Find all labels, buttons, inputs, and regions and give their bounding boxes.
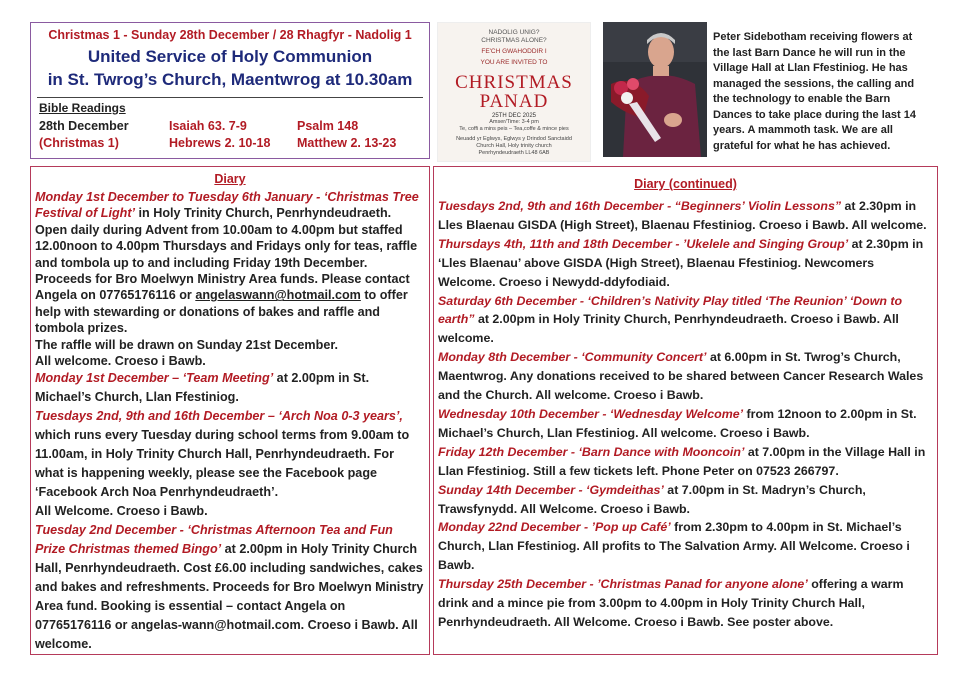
welcome-note: All Welcome. Croeso i Bawb. xyxy=(35,504,208,519)
service-title-line2: in St. Twrog’s Church, Maentwrog at 10.30am xyxy=(47,70,413,89)
poster-postcode: Penrhyndeudraeth LL48 6AB xyxy=(478,150,550,156)
entry-body: offering a warm drink and a mince pie from 3.00pm to 4.00pm in Holy Trinity Church Hall, Penrhyndeudraeth. All Welcome. Croeso i Bawb. See poster above. xyxy=(438,577,904,629)
service-box xyxy=(30,22,430,159)
christmas-panad-poster xyxy=(437,22,591,162)
diary-entries xyxy=(35,189,425,654)
service-title-line1: United Service of Holy Communion xyxy=(87,47,373,66)
diary-entry xyxy=(438,518,933,575)
entry-body: at 2.30pm in ‘Lles Blaenau’ above GISDA (High Street), Blaenau Ffestiniog. Newcomers Welcome. Croeso i Newydd-ddyfodiaid. xyxy=(438,236,924,289)
poster-time: Amser/Time: 3-4 pm xyxy=(489,119,539,125)
reading-1: Hebrews 2. 10-18 xyxy=(169,136,271,150)
diary-entries xyxy=(438,197,933,632)
poster-venue-welsh: Neuadd yr Eglwys, Eglwys y Drindod Sanctaidd xyxy=(456,136,572,142)
raffle-note: The raffle will be drawn on Sunday 21st December. xyxy=(35,337,339,352)
diary-entry xyxy=(438,292,933,349)
entry-heading: Tuesday 2nd December - ‘Christmas Afternoon Tea and Fun Prize Christmas themed Bingo’ xyxy=(35,523,393,557)
entry-body: at 6.00pm in St. Twrog’s Church, Maentwrog. Any donations received to be shared between Cancer Research Wales and the Church. All welcome. Croeso i Bawb. xyxy=(438,350,924,403)
entry-body: at 2.30pm in Lles Blaenau GISDA (High Street), Blaenau Ffestiniog. Croeso i Bawb. All welcome. xyxy=(438,199,927,232)
photo-caption: Peter Sidebotham receiving flowers at the last Barn Dance he will run in the Village Hall at Llan Ffestiniog. He has managed the sessions, the calling and the technology to enable the Barn Dances to take place during the last 14 years. A mammoth task. We are all grateful for what he has achieved. xyxy=(713,31,916,152)
diary-column-2 xyxy=(433,166,938,655)
entry-body: at 2.00pm in St. Michael’s Church, Llan Ffestiniog. xyxy=(35,371,370,405)
entry-heading: Monday 8th December - ‘Community Concert’ xyxy=(438,350,707,365)
entry-heading: Monday 22nd December - ’Pop up Café’ xyxy=(438,520,671,535)
peter-photo xyxy=(603,22,707,157)
diary-title: Diary xyxy=(214,172,246,186)
diary-entry xyxy=(438,481,933,519)
poster-invite-welsh: FE'CH GWAHODDIR I xyxy=(481,48,547,55)
entry-body: from 2.30pm to 4.00pm in St. Michael’s Church, Llan Ffestiniog. All profits to The Salvation Army. All Welcome. Croeso i Bawb. xyxy=(438,520,910,573)
diary-entry xyxy=(438,197,933,235)
entry-heading: Thursday 25th December - ’Christmas Panad for anyone alone’ xyxy=(438,577,808,592)
entry-heading: Friday 12th December - ‘Barn Dance with Mooncoin’ xyxy=(438,444,745,459)
diary-entry xyxy=(438,235,933,292)
diary-entry xyxy=(35,369,425,407)
diary-entry xyxy=(438,443,933,481)
diary-column-1 xyxy=(30,166,430,655)
service-header: Christmas 1 - Sunday 28th December / 28 Rhagfyr - Nadolig 1 xyxy=(48,28,412,42)
poster-invite-english: YOU ARE INVITED TO xyxy=(480,59,548,66)
diary-entry xyxy=(35,521,425,654)
entry-body: at 7.00pm in the Village Hall in Llan Ffestiniog. Still a few tickets left. Phone Peter on 07523 266797. xyxy=(438,444,926,478)
poster-question-english: CHRISTMAS ALONE? xyxy=(481,37,547,44)
entry-heading: Monday 1st December – ‘Team Meeting’ xyxy=(35,371,274,386)
entry-heading-title: - ’Ukelele and Singing Group’ xyxy=(671,236,849,251)
welcome-note: All welcome. Croeso i Bawb. xyxy=(35,354,206,369)
diary-entry xyxy=(438,405,933,443)
diary-entry xyxy=(438,348,933,405)
entry-heading: Sunday 14th December - ‘Gymdeithas’ xyxy=(438,482,664,497)
photo-illustration xyxy=(603,22,707,157)
poster-question-welsh: NADOLIG UNIG? xyxy=(488,29,540,36)
entry-heading: Saturday 6th December - ‘Children’s Nativity Play titled ‘The Reunion’ ‘Down to earth” xyxy=(438,293,903,327)
entry-body: at 7.00pm in St. Madryn’s Church, Trawsfynydd. All Welcome. Croeso i Bawb. xyxy=(438,482,866,516)
reading-2: Psalm 148 xyxy=(297,119,359,133)
reading-date: (Christmas 1) xyxy=(39,136,119,150)
readings-title: Bible Readings xyxy=(39,101,126,115)
diary-continued-title: Diary (continued) xyxy=(634,177,737,191)
entry-heading: Tuesdays 2nd, 9th and 16th December – ‘Arch Noa 0-3 years’, xyxy=(35,409,403,424)
entry-body-tail: to offer help with stewarding or donations of bakes and raffle and tombola prizes. xyxy=(35,288,408,336)
poster-title-panad: PANAD xyxy=(479,91,549,112)
entry-body: from 12noon to 2.00pm in St. Michael’s Church, Llan Ffestiniog. All welcome. Croeso i Bawb. xyxy=(438,406,917,440)
diary-entry xyxy=(35,407,425,502)
poster-date: 25TH DEC 2025 xyxy=(491,113,537,119)
poster-refreshments: Te, coffi a mins peis – Tea,coffe & mince pies xyxy=(459,126,569,132)
entry-body: at 2.00pm in Holy Trinity Church, Penrhyndeudraeth. Croeso i Bawb. All welcome. xyxy=(438,312,899,346)
entry-heading: Wednesday 10th December - ‘Wednesday Welcome’ xyxy=(438,406,744,421)
diary-entry xyxy=(35,189,425,337)
entry-body: in Holy Trinity Church, Penrhyndeudraeth. Open daily during Advent from 10.00am to 4.00pm but staffed 12.00noon to 4.00pm Thursdays and Fridays only for teas, raffle and tombola up to and including Friday 19th December. Proceeds for Bro Moelwyn Ministry Area funds. Please contact Angela on 07765176116 or xyxy=(35,206,418,303)
entry-body: at 2.00pm in Holy Trinity Church Hall, Penrhyndeudraeth. Cost £6.00 including sandwiches, cakes and bakes and refreshments. Proceeds for Bro Moelwyn Ministry Area fund. Booking is essential – contact Angela on 07765176116 or angelas-wann@hotmail.com. Croeso i Bawb. All welcome. xyxy=(35,542,424,652)
entry-body: which runs every Tuesday during school terms from 9.00am to 11.00am, in Holy Trinity Church Hall, Penrhyndeudraeth. For what is happening weekly, please see the Facebook page ‘Facebook Arch Noa Penrhyndeudraeth’. xyxy=(35,428,410,500)
entry-heading: Monday 1st December to Tuesday 6th January - ‘Christmas Tree Festival of Light’ xyxy=(35,190,419,221)
poster-title-christmas: CHRISTMAS xyxy=(455,72,573,93)
reading-2: Matthew 2. 13-23 xyxy=(297,136,397,150)
diary-entry xyxy=(438,575,933,632)
entry-heading: Tuesdays 2nd, 9th and 16th December - “Beginners’ Violin Lessons” xyxy=(438,199,842,213)
divider xyxy=(37,97,423,98)
reading-1: Isaiah 63. 7-9 xyxy=(169,119,247,133)
poster-venue-english: Church Hall, Holy trinity church xyxy=(476,143,552,149)
email-link[interactable]: angelaswann@hotmail.com xyxy=(195,288,361,303)
entry-heading: Thursdays 4th, 11th and 18th December xyxy=(438,236,672,251)
reading-date: 28th December xyxy=(39,119,129,133)
